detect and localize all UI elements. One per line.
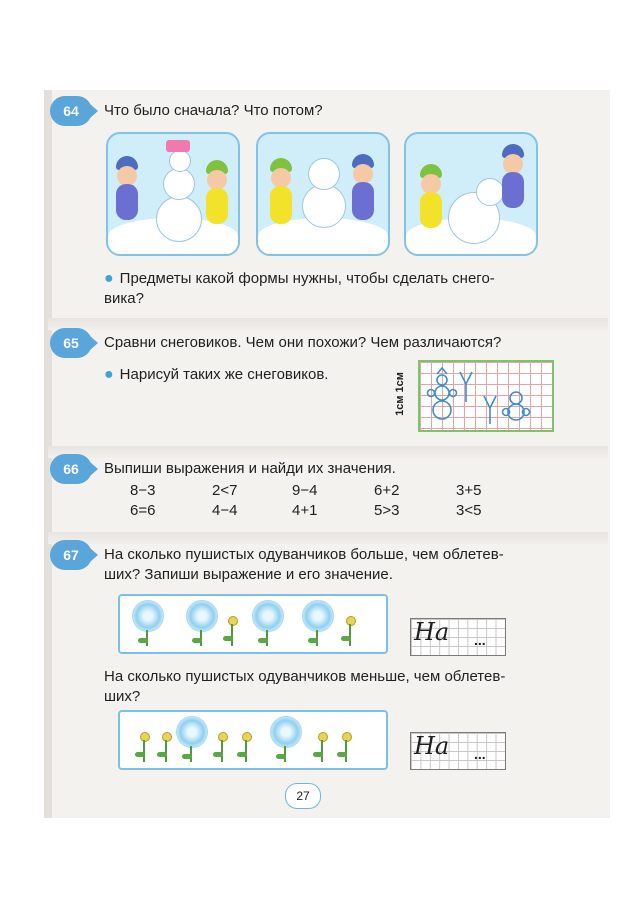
exercise-66-badge: 66 [50,454,92,484]
fluffy-dandelion-icon [176,716,208,748]
dandelions-picture-2 [118,710,388,770]
fluffy-dandelion-icon [186,600,218,632]
bare-dandelion-icon [228,616,238,626]
scene-1-illustration [106,132,240,256]
expression: 8−3 [130,482,156,499]
answer-dots: ... [474,632,486,648]
scene-3-illustration [404,132,538,256]
expression: 6+2 [374,482,400,499]
expression: 4−4 [212,502,238,519]
exercise-67-question-2-line2: ших? [104,688,141,705]
bare-dandelion-icon [140,732,150,742]
exercise-65-instruction: ● Нарисуй таких же снеговиков. [104,366,329,383]
bare-dandelion-icon [218,732,228,742]
bare-dandelion-icon [346,616,356,626]
cm-scale-label: 1см 1см [394,372,406,416]
expression: 9−4 [292,482,318,499]
fluffy-dandelion-icon [270,716,302,748]
fluffy-dandelion-icon [132,600,164,632]
answer-dots: ... [474,746,486,762]
exercise-64-question-line2: вика? [104,290,144,307]
section-divider [48,446,608,458]
answer-prefix: На [414,618,450,646]
expression: 6=6 [130,502,156,519]
expression: 5>3 [374,502,400,519]
bare-dandelion-icon [318,732,328,742]
fluffy-dandelion-icon [252,600,284,632]
exercise-65-badge: 65 [50,328,92,358]
expression: 4+1 [292,502,318,519]
exercise-67-question-1-line2: ших? Запиши выражение и его значение. [104,566,393,583]
fluffy-dandelion-icon [302,600,334,632]
drawing-grid [418,360,554,432]
dandelions-picture-1 [118,594,388,654]
page-number: 27 [285,783,321,809]
section-divider [48,532,608,544]
snowmen-drawing [420,362,552,430]
exercise-64-question-line1: ● Предметы какой формы нужны, чтобы сделать снего- [104,270,495,287]
exercise-67-badge: 67 [50,540,92,570]
exercise-64-title: Что было сначала? Что потом? [104,102,323,119]
bullet-icon: ● [104,270,114,287]
bare-dandelion-icon [242,732,252,742]
exercise-67-question-1-line1: На сколько пушистых одуванчиков больше, чем облетев- [104,546,504,563]
expression: 3<5 [456,502,482,519]
scene-2-illustration [256,132,390,256]
bare-dandelion-icon [342,732,352,742]
exercise-65-title: Сравни снеговиков. Чем они похожи? Чем различаются? [104,334,502,351]
expression: 2<7 [212,482,238,499]
bullet-icon: ● [104,366,114,383]
expression: 3+5 [456,482,482,499]
exercise-67-question-2-line1: На сколько пушистых одуванчиков меньше, чем облетев- [104,668,506,685]
bare-dandelion-icon [162,732,172,742]
exercise-64-badge: 64 [50,96,92,126]
exercise-66-title: Выпиши выражения и найди их значения. [104,460,396,477]
section-divider [48,318,608,330]
answer-prefix: На [414,732,450,760]
